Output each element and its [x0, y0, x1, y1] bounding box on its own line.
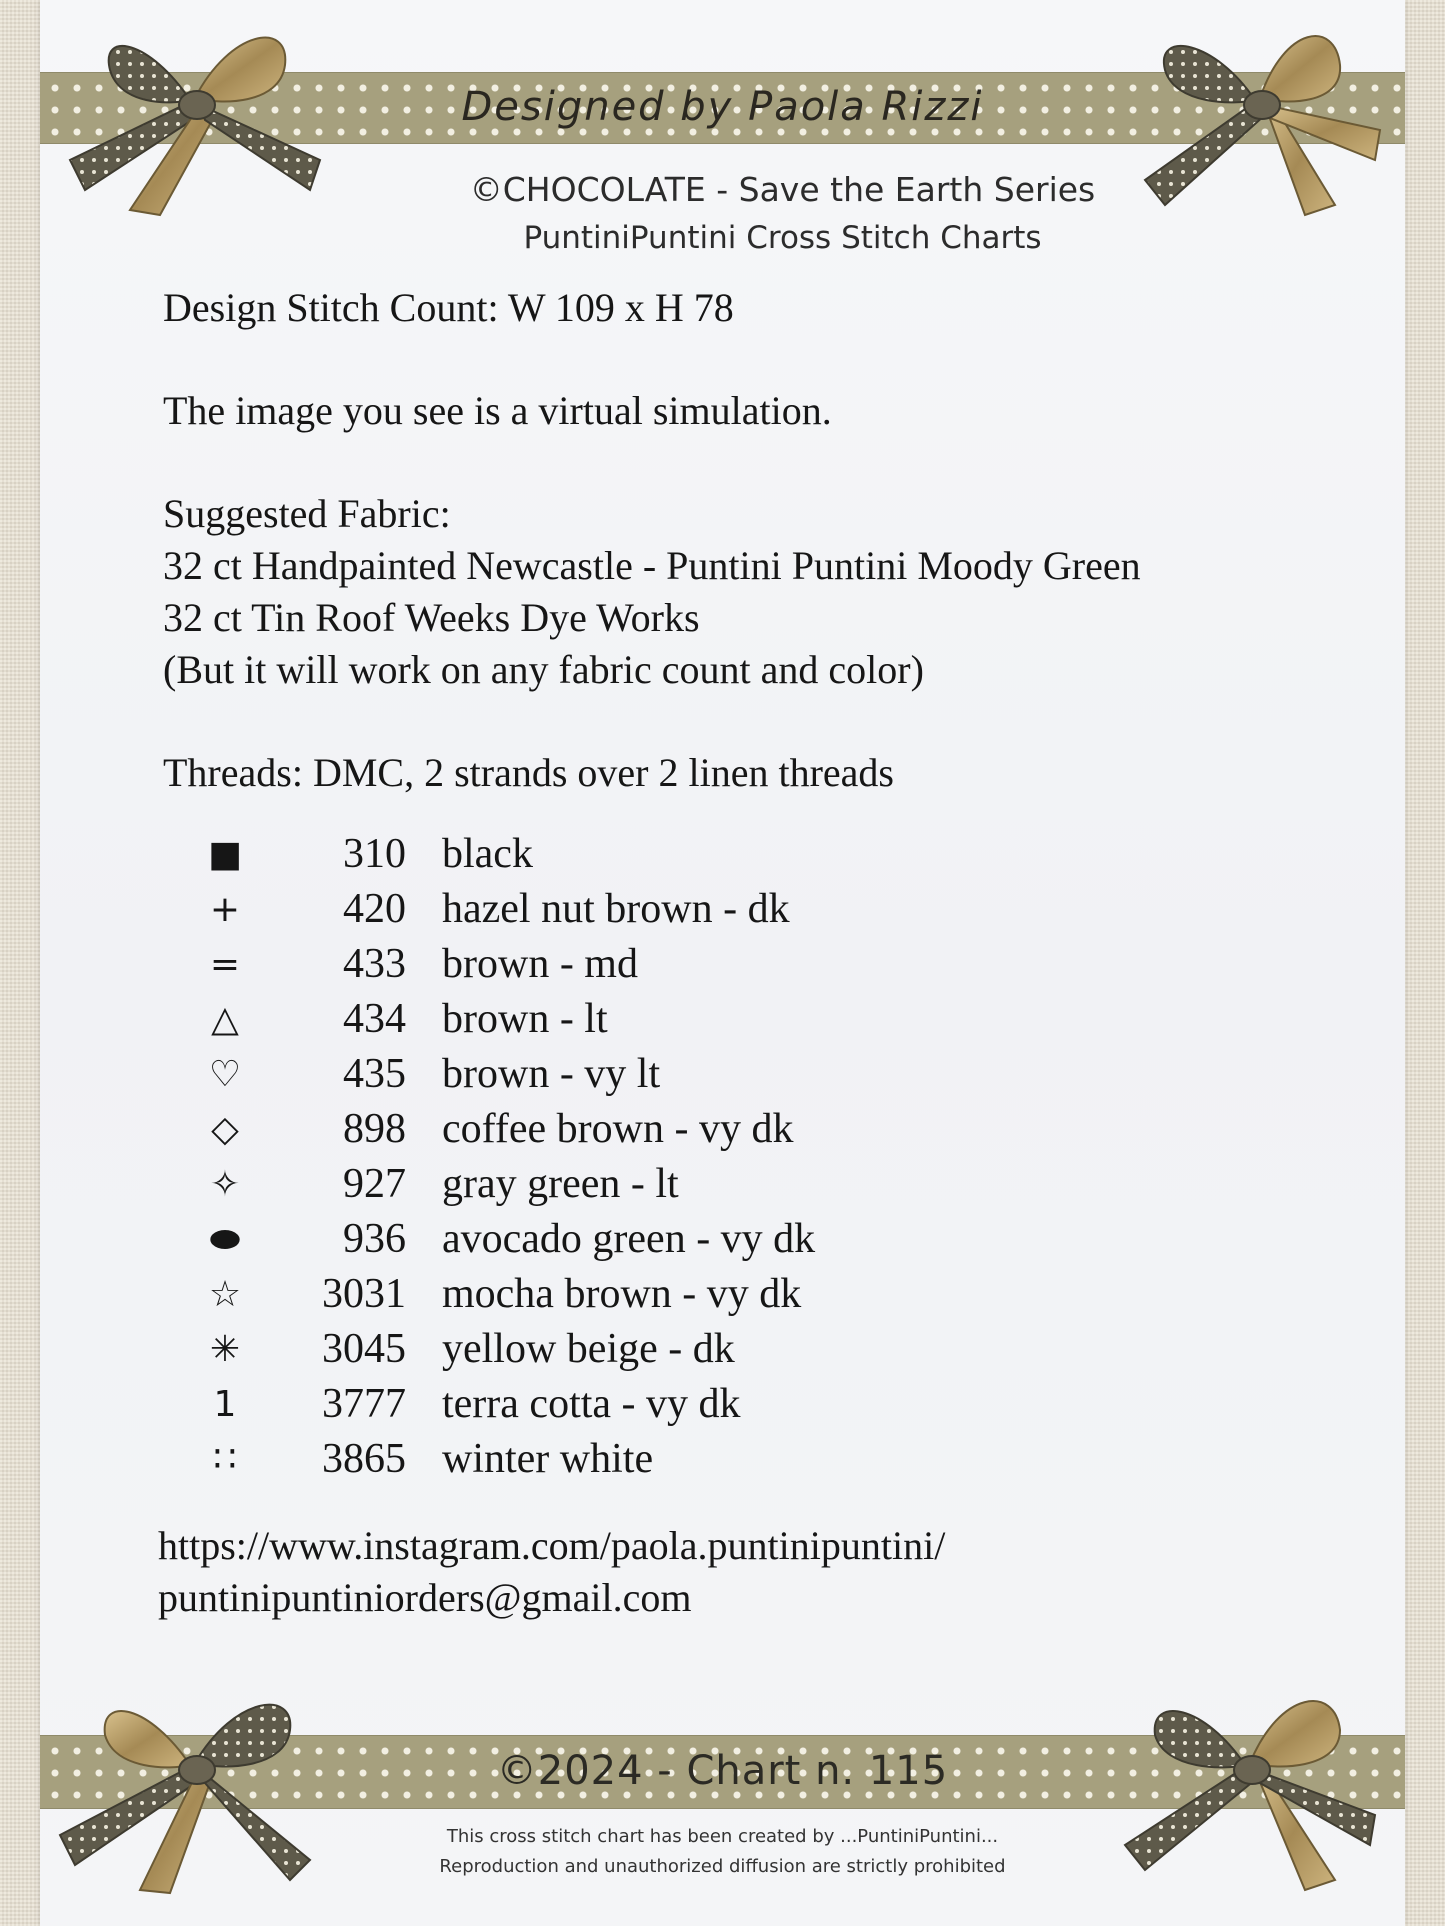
- diamond-icon: ◇: [211, 1109, 239, 1150]
- star-icon: ☆: [208, 1274, 242, 1315]
- dmc-number: 936: [343, 1216, 406, 1262]
- dmc-number: 3865: [322, 1436, 406, 1482]
- triangle-icon: △: [211, 999, 239, 1040]
- email-link[interactable]: puntinipuntiniorders@gmail.com: [158, 1575, 692, 1620]
- instagram-link[interactable]: https://www.instagram.com/paola.puntinipuntini/: [158, 1523, 946, 1568]
- color-name: mocha brown - vy dk: [442, 1271, 802, 1317]
- stitch-count: Design Stitch Count: W 109 x H 78: [163, 285, 734, 330]
- dmc-number: 3031: [322, 1271, 406, 1317]
- equals-icon: =: [209, 944, 241, 985]
- color-name: gray green - lt: [442, 1161, 679, 1207]
- chart-details: [163, 282, 1343, 799]
- one-icon: 1: [213, 1384, 237, 1425]
- color-name: brown - md: [442, 941, 638, 987]
- color-name: coffee brown - vy dk: [442, 1106, 794, 1152]
- legend-row: [200, 1050, 1100, 1105]
- designer-credit: Designed by Paola Rizzi: [461, 84, 984, 130]
- dmc-number: 435: [343, 1051, 406, 1097]
- dmc-number: 3045: [322, 1326, 406, 1372]
- dmc-number: 310: [343, 831, 406, 877]
- color-name: terra cotta - vy dk: [442, 1381, 741, 1427]
- dmc-number: 898: [343, 1106, 406, 1152]
- threads-info: Threads: DMC, 2 strands over 2 linen threads: [163, 750, 894, 795]
- reproduction-notice: Reproduction and unauthorized diffusion are strictly prohibited: [439, 1856, 1006, 1877]
- fabric-heading: Suggested Fabric:: [163, 491, 451, 536]
- four-point-star-icon: ✧: [209, 1164, 241, 1205]
- color-name: winter white: [442, 1436, 654, 1482]
- brand-subtitle: PuntiniPuntini Cross Stitch Charts: [523, 220, 1042, 256]
- legend-row: [200, 1325, 1100, 1380]
- legend-row: [200, 1270, 1100, 1325]
- legend-row: [200, 1160, 1100, 1215]
- thread-legend: [200, 830, 1100, 1490]
- legend-row: [200, 1105, 1100, 1160]
- dmc-number: 434: [343, 996, 406, 1042]
- fabric-option: 32 ct Handpainted Newcastle - Puntini Puntini Moody Green: [163, 543, 1141, 588]
- legend-row: [200, 830, 1100, 885]
- dmc-number: 433: [343, 941, 406, 987]
- color-name: brown - lt: [442, 996, 608, 1042]
- color-name: hazel nut brown - dk: [442, 886, 790, 932]
- plus-icon: +: [209, 889, 241, 930]
- filled-square-icon: ■: [207, 834, 242, 875]
- legend-row: [200, 940, 1100, 995]
- color-name: yellow beige - dk: [442, 1326, 735, 1372]
- series-title: ©CHOCOLATE - Save the Earth Series: [469, 170, 1096, 209]
- chart-number: ©2024 - Chart n. 115: [496, 1748, 949, 1794]
- heart-icon: ♡: [208, 1054, 242, 1095]
- dmc-number: 420: [343, 886, 406, 932]
- asterisk-icon: ✳: [209, 1329, 241, 1370]
- dmc-number: 3777: [322, 1381, 406, 1427]
- legend-row: [200, 1435, 1100, 1490]
- legend-row: [200, 1380, 1100, 1435]
- color-name: avocado green - vy dk: [442, 1216, 816, 1262]
- fabric-option: 32 ct Tin Roof Weeks Dye Works: [163, 595, 700, 640]
- legend-row: [200, 885, 1100, 940]
- contact-info: [158, 1520, 945, 1624]
- filled-oval-icon: ⬬: [209, 1219, 241, 1260]
- color-name: brown - vy lt: [442, 1051, 661, 1097]
- fabric-note: (But it will work on any fabric count and color): [163, 647, 924, 692]
- dmc-number: 927: [343, 1161, 406, 1207]
- legend-row: [200, 995, 1100, 1050]
- copyright-note: This cross stitch chart has been created by ...PuntiniPuntini...: [446, 1826, 999, 1847]
- chart-sheet: [40, 0, 1405, 1926]
- color-name: black: [442, 831, 533, 877]
- four-dots-icon: ∷: [213, 1439, 237, 1480]
- simulation-note: The image you see is a virtual simulation.: [163, 388, 832, 433]
- legend-row: [200, 1215, 1100, 1270]
